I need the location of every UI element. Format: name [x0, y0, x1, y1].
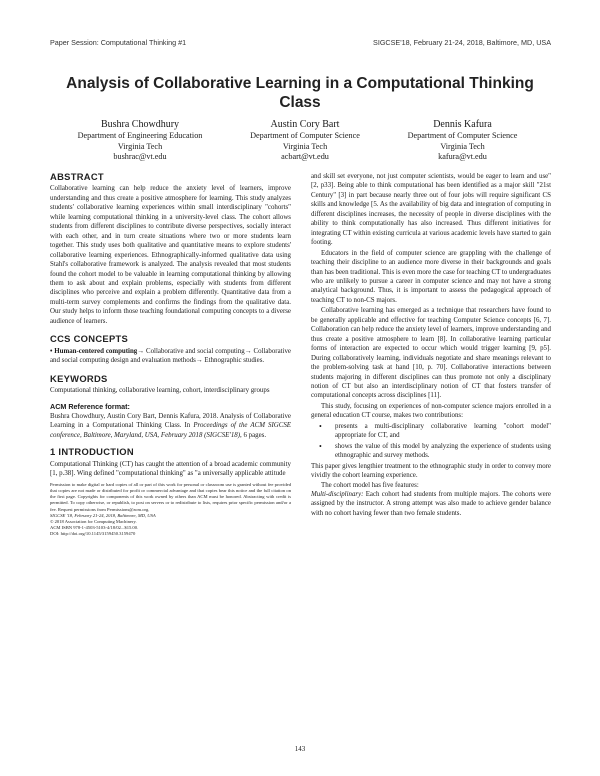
intro-paragraph-3: Collaborative learning has emerged as a technique that researchers have found to be generally applicable and effective for teaching Computer Science concepts [6, 7]. Collaboration can help reduce the anxiety level of learners, improve understanding and thus create a positive atmosphere to learn [8]. In collaborative learning particular forms of interaction are expected to occur which would trigger learning [9, p5]. During collaboratively learning, individuals negotiate and share meanings relevant to the problem-solving task at hand [10, p. 70]. Collaborative interactions between students majoring in different disciplines can thus promote not only a disciplinary notion of CT but also an interdisciplinary notion of CT that fosters transfer of computational concepts across disciplines [11]. — [311, 307, 551, 400]
intro-paragraph-1: and skill set everyone, not just computer scientists, would be eager to learn and use" [2, p33]. Being able to think computational has been identified as a major skill "21st Century" [3] in part because nearly three out of four jobs will require significant CS skills and knowledge [5. As the availability of big data and integration of computing in different disciplines increases, the necessity of people in diverse disciplines with the ability to think computationally has also increased. Thus different initiatives for integrating CT within existing curricula at various academic levels have started to gain footing. — [311, 173, 551, 247]
author-institution: Virginia Tech — [282, 141, 328, 151]
ccs-primary-concept: • Human-centered computing — [50, 347, 138, 355]
author-block — [225, 119, 385, 163]
author-email: kafura@vt.edu — [438, 152, 487, 162]
permission-copyright: © 2018 Association for Computing Machinery. — [50, 518, 137, 524]
permission-doi: DOI: http://doi.org/10.1145/3159450.3159470 — [50, 531, 136, 537]
author-name: Austin Cory Bart — [270, 119, 340, 130]
author-email: acbart@vt.edu — [281, 152, 329, 162]
page-number: 143 — [294, 745, 306, 753]
ccs-rest: → Collaborative and social computing→ Collaborative and social computing design and evaluation methods→ Ethnographic studies. — [50, 347, 291, 365]
intro-paragraph-2: Educators in the field of computer science are grappling with the challenge of teaching their discipline to an audience more diverse in their backgrounds and goals than has been traditional. This is even more the case for teaching CT to undergraduates who are unlikely to pursue a career in computer science and may not have a strong analytical background. Thus, it is important to assess the pedagogical approach of teaching CT to non-CS majors. — [311, 249, 551, 304]
keywords-heading: KEYWORDS — [50, 372, 108, 384]
list-item-text: presents a multi-disciplinary collaborative learning "cohort model" appropriate for CT, and — [335, 422, 551, 440]
author-department: Department of Computer Science — [250, 131, 360, 140]
abstract-text: Collaborative learning can help reduce the anxiety level of learners, improve understanding and thus create a positive atmosphere for learning. This study analyzes students' collaborative learning experiences within small interdisciplinary "cohorts" while learning computational thinking in a university-level class. The cohort allows students from different disciplines to contribute diverse perspectives, socially interact with each other, and in turn create situations where two or more students learn together. This study uses both qualitative and quantitative means to explore students' collaborative learning experiences. Ethnographically-informed qualitative data using Stahl's collaborative framework is analyzed. The analysis revealed that most students found the cohort model to be valuable in learning computational thinking by allowing them to ask about and explain problems, especially with students from different disciplines who perceive and explain a problem differently. Quantitative data from a multi-term survey complements and confirms the findings from the qualitative data. Our study helps to inform those teaching foundational computing concepts to a diverse audience of learners. — [50, 185, 291, 325]
feature-label: Multi-disciplinary: — [311, 490, 364, 498]
intro-paragraph-6: The cohort model has five features: — [321, 481, 419, 489]
intro-paragraph-5: This paper gives lengthier treatment to the ethnographic study in order to convey more vividly the cohort learning experience. — [311, 462, 551, 480]
author-institution: Virginia Tech — [117, 141, 163, 151]
list-item — [319, 442, 551, 461]
bullet-icon: • — [319, 421, 322, 431]
reference-plain: Bushra Chowdhury, Austin Cory Bart, Dennis Kafura, 2018. Analysis of Collaborative Learning in a Computational Thinking Class. In — [50, 412, 291, 430]
abstract-heading: ABSTRACT — [50, 171, 104, 182]
list-item — [319, 422, 551, 441]
ccs-heading: CCS CONCEPTS — [50, 333, 129, 345]
running-header-right: SIGCSE'18, February 21-24, 2018, Baltimore, MD, USA — [373, 38, 551, 47]
intro-text: Computational Thinking (CT) has caught the attention of a broad academic community [1, p.38]. Wing defined "computational thinking" as "a universally applicable attitude — [50, 460, 291, 478]
permission-block — [50, 482, 291, 538]
permission-text: Permission to make digital or hard copies of all or part of this work for personal or classroom use is granted without fee provided that copies are not made or distributed for profit or commercial advantage and that copies bear this notice and the full citation on the first page. Copyrights for components of this work owned by others than ACM must be honored. Abstracting with credit is permitted. To copy otherwise, or republish, to post on servers or to redistribute to lists, requires prior specific permission and/or a fee. Request permissions from Permissions@acm.org. — [50, 481, 291, 512]
bullet-icon: • — [319, 441, 322, 451]
permission-venue: SIGCSE '18, February 21-24, 2018, Baltimore, MD, USA — [50, 512, 156, 518]
feature-text: Each cohort had students from multiple majors. The cohorts were assigned by the instructor. A strong attempt was also made to achieve gender balance with no cohort having fewer than two female students. — [311, 490, 551, 517]
right-column — [311, 172, 551, 518]
author-institution: Virginia Tech — [440, 141, 485, 151]
left-column — [50, 172, 291, 538]
reference-heading: ACM Reference format: — [50, 401, 130, 411]
reference-tail: , 6 pages. — [240, 431, 267, 439]
author-block — [60, 119, 220, 163]
author-block — [380, 119, 545, 163]
list-item-text: shows the value of this model by analyzing the experience of students using ethnographic and survey methods. — [335, 442, 551, 460]
running-header-left: Paper Session: Computational Thinking #1 — [50, 38, 187, 47]
ccs-text — [50, 347, 291, 366]
author-name: Bushra Chowdhury — [100, 119, 180, 130]
intro-heading: 1 INTRODUCTION — [50, 446, 134, 458]
author-department: Department of Engineering Education — [77, 131, 203, 140]
paper-title: Analysis of Collaborative Learning in a Computational Thinking Class — [66, 75, 534, 111]
keywords-text: Computational thinking, collaborative learning, cohort, interdisciplinary groups — [50, 387, 270, 395]
author-department: Department of Computer Science — [407, 131, 518, 140]
reference-text — [50, 412, 291, 440]
permission-isbn: ACM ISBN 978-1-4503-5103-4/18/02...$15.00. — [50, 525, 139, 531]
intro-paragraph-4: This study, focusing on experiences of non-computer science majors enrolled in a general education CT course, makes two contributions: — [311, 402, 551, 420]
reference-venue: Proceedings of the ACM SIGCSE conference, Baltimore, Maryland, USA, February 2018 (SIGCSE'18) — [50, 422, 291, 439]
author-name: Dennis Kafura — [433, 119, 492, 130]
intro-paragraph-7 — [311, 490, 551, 518]
author-email: bushrac@vt.edu — [113, 152, 167, 162]
